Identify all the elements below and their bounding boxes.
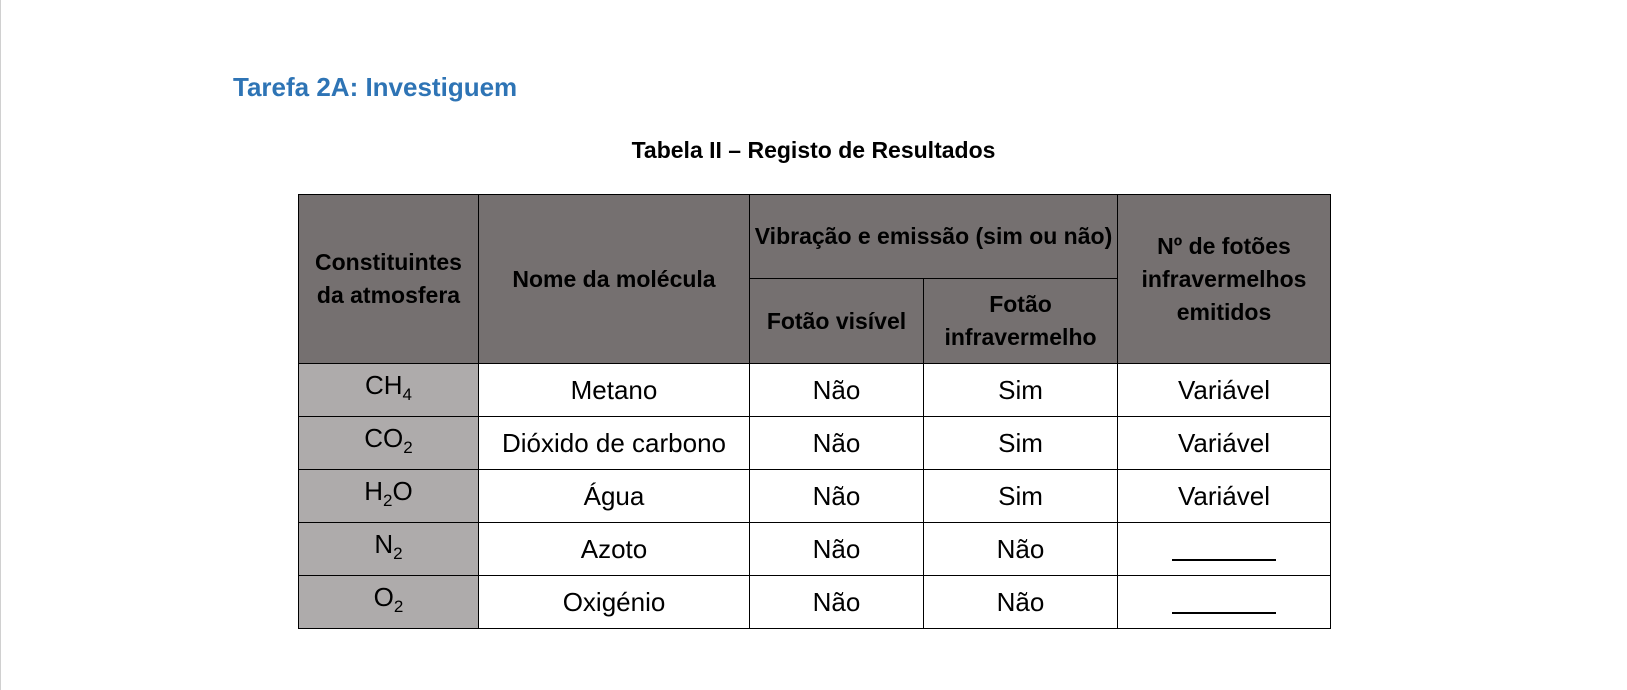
table-caption: Tabela II – Registo de Resultados — [631, 137, 996, 163]
cell-visible-photon: Não — [750, 576, 924, 629]
table-row — [299, 576, 1331, 629]
results-table — [298, 194, 1331, 629]
cell-photon-count — [1118, 523, 1331, 576]
formula-base: H — [364, 475, 384, 506]
blank-answer-line — [1172, 594, 1276, 614]
cell-molecule-name: Metano — [479, 364, 750, 417]
cell-photon-count: Variável — [1118, 364, 1331, 417]
cell-photon-count: Variável — [1118, 470, 1331, 523]
cell-molecule-name: Azoto — [479, 523, 750, 576]
formula-tail: O — [392, 475, 413, 506]
header-vibration-group: Vibração e emissão (sim ou não) — [750, 195, 1118, 279]
cell-visible-photon: Não — [750, 417, 924, 470]
formula-base: CO — [364, 422, 404, 453]
cell-infrared-photon: Sim — [924, 470, 1118, 523]
header-photon-count: Nº de fotões infravermelhos emitidos — [1118, 195, 1331, 364]
table-body — [299, 364, 1331, 629]
cell-visible-photon: Não — [750, 523, 924, 576]
cell-infrared-photon: Não — [924, 576, 1118, 629]
formula-base: CH — [364, 369, 403, 400]
header-infrared-photon: Fotão infravermelho — [924, 279, 1118, 364]
cell-infrared-photon: Sim — [924, 417, 1118, 470]
cell-formula — [299, 417, 479, 470]
cell-photon-count: Variável — [1118, 417, 1331, 470]
cell-molecule-name: Água — [479, 470, 750, 523]
header-constituents: Constituintes da atmosfera — [299, 195, 479, 364]
formula-base: O — [373, 581, 394, 612]
formula-subscript: 2 — [393, 544, 403, 564]
cell-molecule-name: Dióxido de carbono — [479, 417, 750, 470]
cell-photon-count — [1118, 576, 1331, 629]
cell-infrared-photon: Sim — [924, 364, 1118, 417]
page-edge — [0, 0, 1, 690]
cell-formula — [299, 364, 479, 417]
cell-infrared-photon: Não — [924, 523, 1118, 576]
cell-visible-photon: Não — [750, 470, 924, 523]
table-row — [299, 364, 1331, 417]
header-visible-photon: Fotão visível — [750, 279, 924, 364]
table-row — [299, 470, 1331, 523]
cell-formula — [299, 523, 479, 576]
table-row — [299, 523, 1331, 576]
formula-subscript: 2 — [403, 438, 413, 458]
cell-visible-photon: Não — [750, 364, 924, 417]
formula-subscript: 4 — [402, 385, 413, 405]
formula-subscript: 2 — [393, 597, 404, 617]
blank-answer-line — [1172, 541, 1276, 561]
header-molecule-name: Nome da molécula — [479, 195, 750, 364]
table-row — [299, 417, 1331, 470]
cell-formula — [299, 576, 479, 629]
cell-formula — [299, 470, 479, 523]
section-heading: Tarefa 2A: Investiguem — [233, 72, 518, 102]
formula-subscript: 2 — [383, 491, 393, 511]
formula-base: N — [374, 528, 394, 559]
cell-molecule-name: Oxigénio — [479, 576, 750, 629]
